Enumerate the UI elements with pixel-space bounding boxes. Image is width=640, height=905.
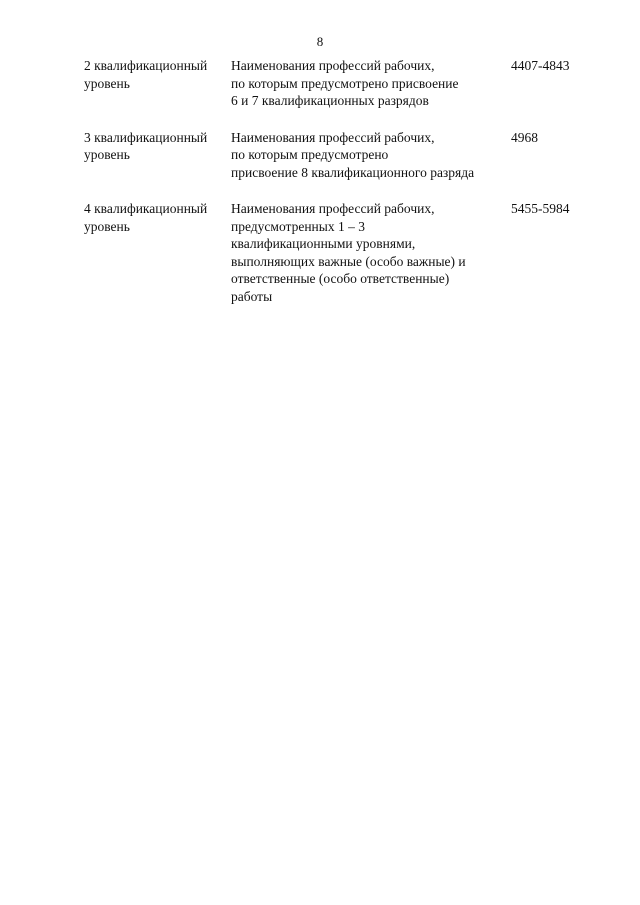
profession-description: Наименования профессий рабочих, по которым предусмотрено присвоение 6 и 7 квалификационных разрядов xyxy=(231,58,459,108)
qualification-level: 3 квалификационный уровень xyxy=(84,129,208,162)
salary-range: 4968 xyxy=(511,129,538,145)
qualification-level: 4 квалификационный уровень xyxy=(84,201,208,234)
table-row xyxy=(84,200,584,305)
qualification-table xyxy=(84,57,584,324)
page-number: 8 xyxy=(316,34,324,49)
profession-description: Наименования профессий рабочих, предусмотренных 1 – 3 квалификационными уровнями, выполняющих важные (особо важные) и ответственные (особо ответственные) работы xyxy=(231,201,466,304)
profession-description: Наименования профессий рабочих, по которым предусмотрено присвоение 8 квалификационного разряда xyxy=(231,129,475,180)
qualification-level: 2 квалификационный уровень xyxy=(84,58,208,91)
table-row xyxy=(84,57,584,110)
table-row xyxy=(84,129,584,182)
salary-range: 5455-5984 xyxy=(511,201,570,216)
salary-range: 4407-4843 xyxy=(511,58,570,73)
